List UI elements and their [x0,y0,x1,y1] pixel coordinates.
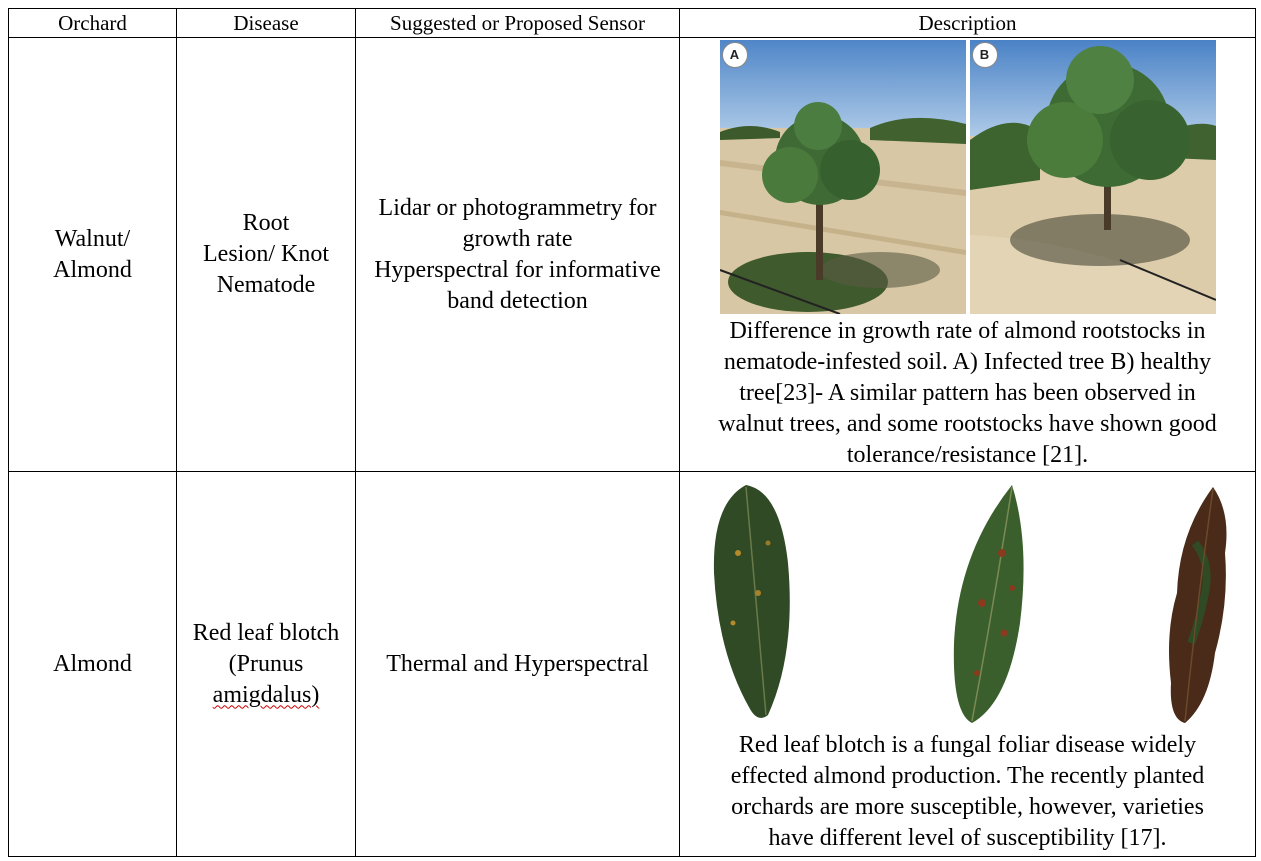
cell-orchard: Almond [9,472,177,857]
cell-orchard: Walnut/ Almond [9,38,177,472]
description-caption: Difference in growth rate of almond rootstocks in nematode-infested soil. A) Infected tree B) healthy tree[23]- A similar pattern has been observed in walnut trees, and some rootstocks have shown good tolerance/resistance [21]. [718,318,1217,468]
table-row [9,38,1256,472]
header-orchard: Orchard [9,9,177,38]
leaf-photos [680,475,1255,728]
header-sensor: Suggested or Proposed Sensor [356,9,680,38]
table-row [9,472,1256,857]
healthy-tree-photo [970,40,1216,314]
header-row [9,9,1256,38]
cell-sensor: Lidar or photogrammetry for growth rate Hyperspectral for informative band detection [356,38,680,472]
leaf-late-stage [1155,483,1235,728]
leaf-mid-stage [932,483,1032,728]
cell-sensor: Thermal and Hyperspectral [356,472,680,857]
description-caption: Red leaf blotch is a fungal foliar disease widely effected almond production. The recently planted orchards are more susceptible, however, varieties have different level of susceptibility [17]. [730,731,1205,851]
header-disease: Disease [177,9,356,38]
header-description: Description [680,9,1256,38]
infected-tree-photo [720,40,966,314]
tree-photos [680,38,1255,314]
cell-description [680,38,1256,472]
cell-description [680,472,1256,857]
photo-label-b: B [972,42,998,68]
disease-sensor-table [8,8,1256,857]
leaf-early-stage [708,483,808,728]
misspelled-word: amigdalus) [212,681,320,708]
photo-label-a: A [722,42,748,68]
cell-disease: Root Lesion/ Knot Nematode [177,38,356,472]
cell-disease: Red leaf blotch (Prunus amigdalus) [177,472,356,857]
